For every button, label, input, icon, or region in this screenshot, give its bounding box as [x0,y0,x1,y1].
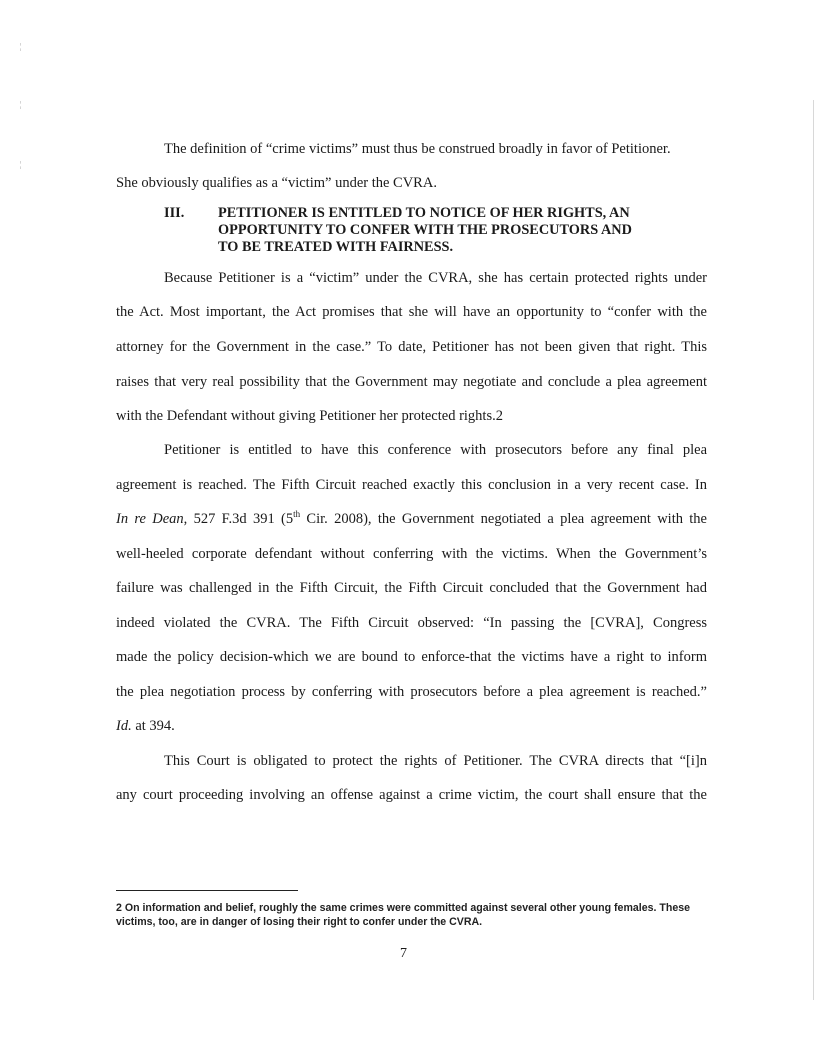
ordinal-superscript: th [293,509,301,520]
paragraph-3-line-1: Petitioner is entitled to have this conference with prosecutors before any final plea [164,442,707,458]
paragraph-2-line-3: attorney for the Government in the case.” To date, Petitioner has not been given that right. This [116,339,707,355]
scan-mark: ¦ [20,42,22,51]
paragraph-3-line-2: agreement is reached. The Fifth Circuit reached exactly this conclusion in a very recent case. In [116,477,707,493]
footnote-rule [116,890,298,891]
paragraph-4-line-1: This Court is obligated to protect the rights of Petitioner. The CVRA directs that “[i]n [164,753,707,769]
paragraph-3-line-6: indeed violated the CVRA. The Fifth Circuit observed: “In passing the [CVRA], Congress [116,615,707,631]
paragraph-3-line-3 [116,510,707,528]
scan-mark: ¦ [20,160,22,169]
paragraph-3-line-7: made the policy decision-which we are bound to enforce-that the victims have a right to inform [116,649,707,665]
paragraph-2-line-4: raises that very real possibility that the Government may negotiate and conclude a plea agreement [116,374,707,390]
footnote-line-1: 2 On information and belief, roughly the same crimes were committed against several other young females. These [116,902,690,914]
heading-line-1: PETITIONER IS ENTITLED TO NOTICE OF HER RIGHTS, AN [218,205,630,221]
paragraph-2-line-1: Because Petitioner is a “victim” under the CVRA, she has certain protected rights under [164,270,707,286]
case-name: In re Dean [116,511,184,527]
footnote-line-2: victims, too, are in danger of losing their right to confer under the CVRA. [116,916,483,928]
scan-edge [813,100,814,1000]
paragraph-2-line-2: the Act. Most important, the Act promises that she will have an opportunity to “confer with the [116,304,707,320]
paragraph-4-line-2: any court proceeding involving an offense against a crime victim, the court shall ensure that the [116,787,707,803]
paragraph-3-line-4: well-heeled corporate defendant without conferring with the victims. When the Government’s [116,546,707,562]
id-citation: Id. [116,718,132,734]
case-citation: , 527 F.3d 391 (5 [183,511,294,527]
paragraph-2-line-5: with the Defendant without giving Petitioner her protected rights.2 [116,408,503,424]
heading-line-2: OPPORTUNITY TO CONFER WITH THE PROSECUTORS AND [218,222,632,238]
page-number: 7 [400,946,407,961]
paragraph-3-line-5: failure was challenged in the Fifth Circuit, the Fifth Circuit concluded that the Government had [116,580,707,596]
scan-mark: ¦ [20,100,22,109]
paragraph-1-line-1: The definition of “crime victims” must thus be construed broadly in favor of Petitioner. [164,141,671,157]
heading-line-3: TO BE TREATED WITH FAIRNESS. [218,239,454,255]
case-citation-rest: Cir. 2008), the Government negotiated a plea agreement with the [300,511,707,527]
paragraph-1-line-2: She obviously qualifies as a “victim” under the CVRA. [116,175,437,191]
paragraph-3-line-9 [116,717,175,735]
paragraph-3-line-8: the plea negotiation process by conferring with prosecutors before a plea agreement is reached.” [116,684,707,700]
pin-cite: at 394. [131,718,175,734]
heading-number: III. [164,205,185,221]
